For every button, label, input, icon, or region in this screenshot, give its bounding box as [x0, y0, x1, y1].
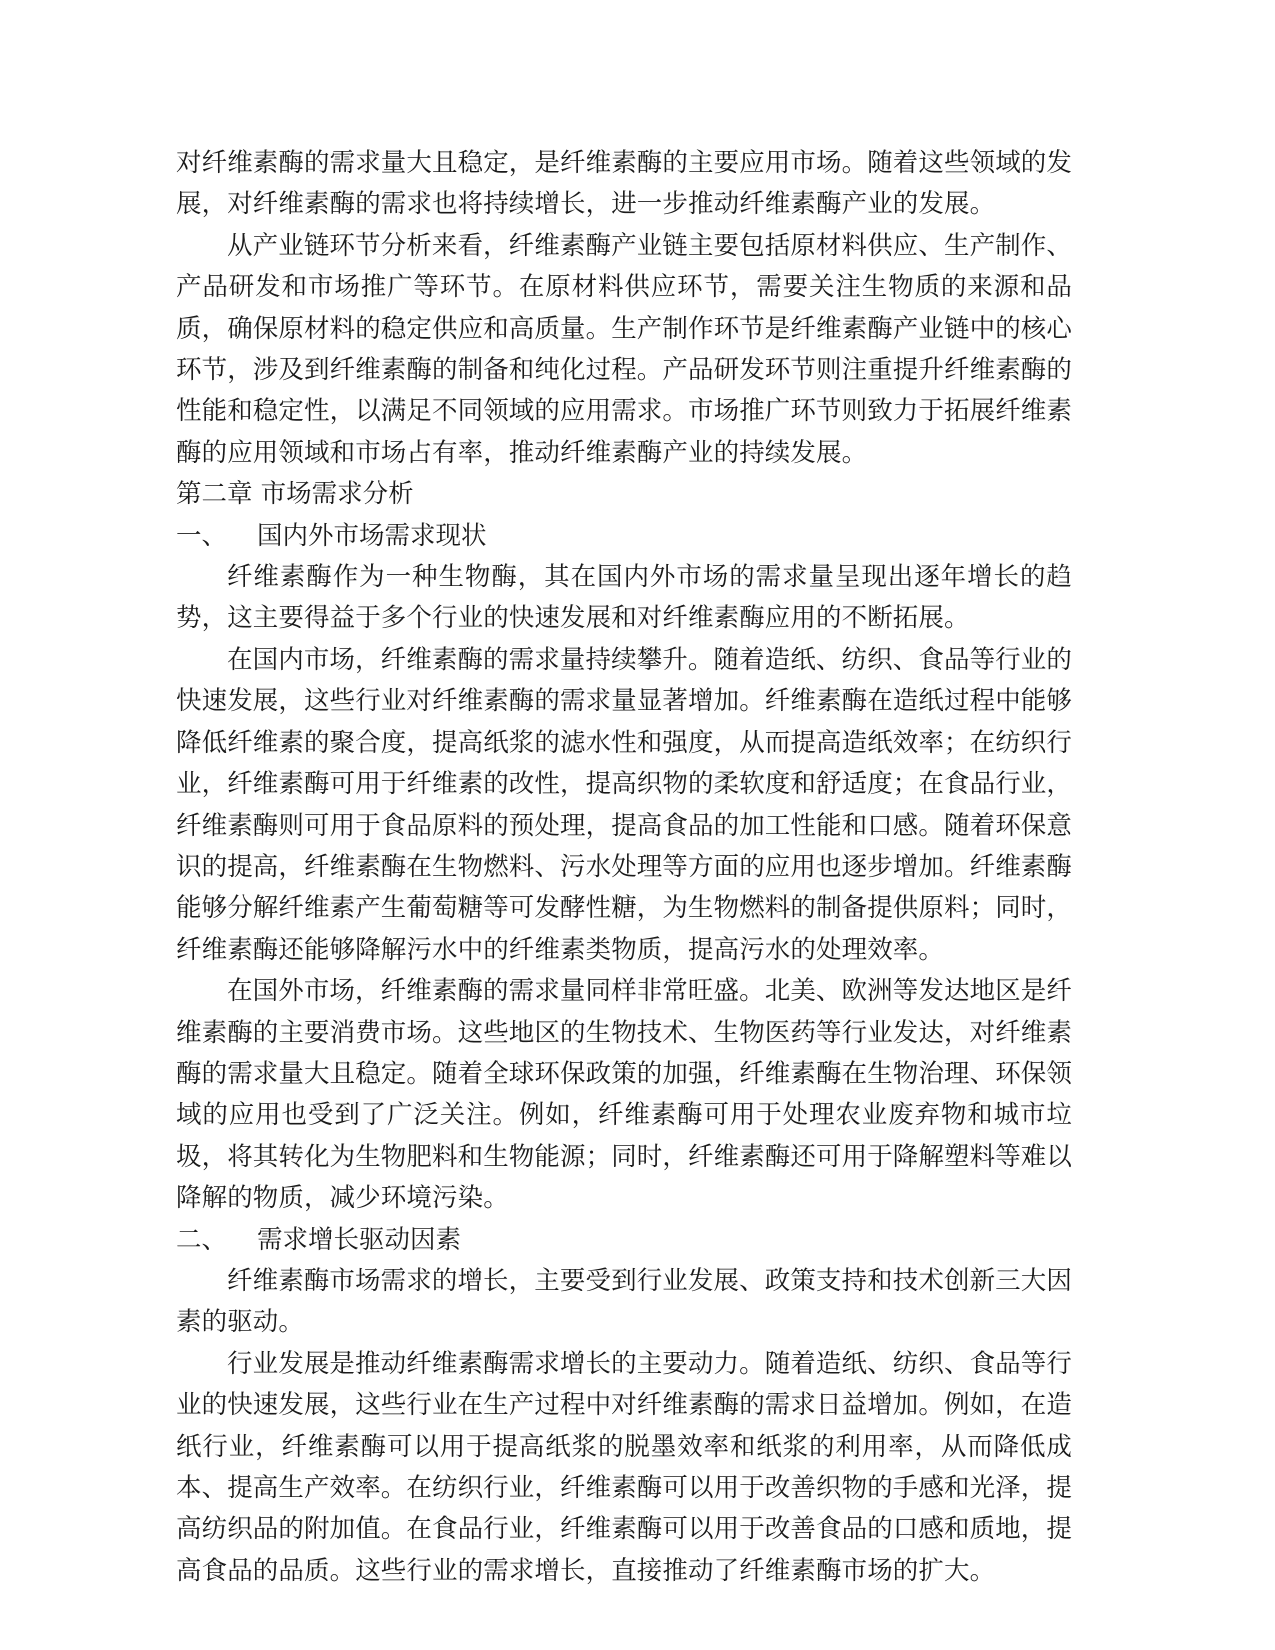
chapter-heading: 第二章 市场需求分析: [176, 479, 414, 510]
section-heading-one: [176, 516, 1072, 557]
paragraph-domestic-market: 在国内市场，纤维素酶的需求量持续攀升。随着造纸、纺织、食品等行业的快速发展，这些行业对纤维素酶的需求量显著增加。纤维素酶在造纸过程中能够降低纤维素的聚合度，提高纸浆的滤水性和强度，从而提高造纸效率；在纺织行业，纤维素酶可用于纤维素的改性，提高织物的柔软度和舒适度；在食品行业，纤维素酶则可用于食品原料的预处理，提高食品的加工性能和口感。随着环保意识的提高，纤维素酶在生物燃料、污水处理等方面的应用也逐步增加。纤维素酶能够分解纤维素产生葡萄糖等可发酵性糖，为生物燃料的制备提供原料；同时，纤维素酶还能够降解污水中的纤维素类物质，提高污水的处理效率。: [176, 644, 1073, 965]
paragraph-overseas-market: 在国外市场，纤维素酶的需求量同样非常旺盛。北美、欧洲等发达地区是纤维素酶的主要消费市场。这些地区的生物技术、生物医药等行业发达，对纤维素酶的需求量大且稳定。随着全球环保政策的加强，纤维素酶在生物治理、环保领域的应用也受到了广泛关注。例如，纤维素酶可用于处理农业废弃物和城市垃圾，将其转化为生物肥料和生物能源；同时，纤维素酶还可用于降解塑料等难以降解的物质，减少环境污染。: [176, 976, 1073, 1214]
paragraph-continuation: 对纤维素酶的需求量大且稳定，是纤维素酶的主要应用市场。随着这些领域的发展，对纤维素酶的需求也将持续增长，进一步推动纤维素酶产业的发展。: [176, 148, 1073, 220]
section-title: 国内外市场需求现状: [257, 520, 487, 551]
paragraph-demand-trend: 纤维素酶作为一种生物酶，其在国内外市场的需求量呈现出逐年增长的趋势，这主要得益于多个行业的快速发展和对纤维素酶应用的不断拓展。: [176, 562, 1072, 634]
paragraph-growth-drivers-intro: 纤维素酶市场需求的增长，主要受到行业发展、政策支持和技术创新三大因素的驱动。: [176, 1265, 1072, 1338]
section-title: 需求增长驱动因素: [257, 1224, 462, 1255]
section-number: 一、: [176, 520, 228, 551]
paragraph-industry-chain: 从产业链环节分析来看，纤维素酶产业链主要包括原材料供应、生产制作、产品研发和市场推广等环节。在原材料供应环节，需要关注生物质的来源和品质，确保原材料的稳定供应和高质量。生产制作环节是纤维素酶产业链中的核心环节，涉及到纤维素酶的制备和纯化过程。产品研发环节则注重提升纤维素酶的性能和稳定性，以满足不同领域的应用需求。市场推广环节则致力于拓展纤维素酶的应用领域和市场占有率，推动纤维素酶产业的持续发展。: [176, 230, 1073, 468]
section-heading-two: [176, 1220, 1072, 1261]
paragraph-industry-development: 行业发展是推动纤维素酶需求增长的主要动力。随着造纸、纺织、食品等行业的快速发展，这些行业在生产过程中对纤维素酶的需求日益增加。例如，在造纸行业，纤维素酶可以用于提高纸浆的脱墨效率和纸浆的利用率，从而降低成本、提高生产效率。在纺织行业，纤维素酶可以用于改善织物的手感和光泽，提高纺织品的附加值。在食品行业，纤维素酶可以用于改善食品的口感和质地，提高食品的品质。这些行业的需求增长，直接推动了纤维素酶市场的扩大。: [176, 1348, 1073, 1586]
section-number: 二、: [176, 1224, 228, 1255]
page-text-column: [176, 143, 1072, 1592]
